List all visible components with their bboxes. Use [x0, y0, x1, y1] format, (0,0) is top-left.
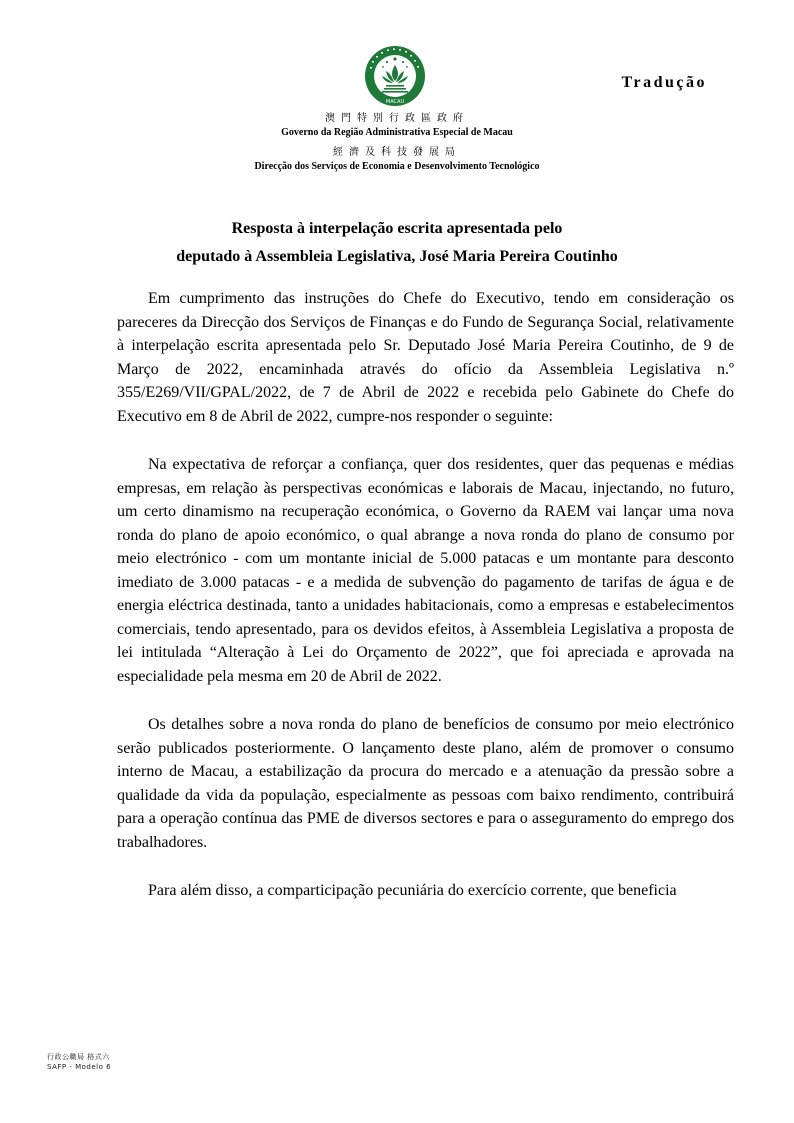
paragraph: Para além disso, a comparticipação pecuniária do exercício corrente, que beneficia: [148, 882, 677, 899]
department-name-pt: Direcção dos Serviços de Economia e Desenvolvimento Tecnológico: [254, 161, 540, 172]
paragraph: Os detalhes sobre a nova ronda do plano de benefícios de consumo por meio electrónico serão publicados posteriormente. O lançamento deste plano, além de promover o consumo interno de Macau, a estabilização da procura do mercado e a atenuação da pressão sobre a qualidade da vida da população, especialmente as pessoas com baixo rendimento, contribuirá para a operação contínua das PME de diversos sectores e para o asseguramento do emprego dos trabalhadores.: [117, 716, 734, 851]
paragraph: Na expectativa de reforçar a confiança, quer dos residentes, quer das pequenas e médias empresas, em relação às perspectivas económicas e laborais de Macau, injectando, no futuro, um certo dinamismo na recuperação económica, o Governo da RAEM vai lançar uma nova ronda do plano de apoio económico, o qual abrange a nova ronda do plano de consumo por meio electrónico - com um montante inicial de 5.000 patacas e um montante para desconto imediato de 3.000 patacas - e a medida de subvenção do pagamento de tarifas de água e de energia eléctrica destinada, tanto a unidades habitacionais, como a empresas e estabelecimentos comerciais, tendo apresentado, para os devidos efeitos, à Assembleia Legislativa a proposta de lei intitulada “Alteração à Lei do Orçamento de 2022”, que foi apreciada e aprovada na especialidade pela mesma em 20 de Abril de 2022.: [117, 456, 734, 685]
emblem-text: MACAU: [385, 99, 405, 105]
title-line-2: deputado à Assembleia Legislativa, José Maria Pereira Coutinho: [176, 248, 618, 265]
government-name-zh: 澳門特別行政區政府: [325, 113, 469, 124]
document-title: [0, 215, 794, 271]
translation-label: Tradução: [621, 74, 707, 91]
document-body: [117, 287, 734, 928]
department-name-zh: 經濟及科技發展局: [333, 147, 461, 158]
title-line-1: Resposta à interpelação escrita apresentada pelo: [231, 220, 563, 237]
government-name-pt: Governo da Região Administrativa Especial de Macau: [281, 127, 513, 138]
footer-line-1: 行政公職局 格式六: [47, 1053, 110, 1061]
footer-line-2: SAFP - Modelo 6: [47, 1063, 112, 1071]
paragraph: Em cumprimento das instruções do Chefe do Executivo, tendo em consideração os pareceres da Direcção dos Serviços de Finanças e do Fundo de Segurança Social, relativamente à interpelação escrita apresentada pelo Sr. Deputado José Maria Pereira Coutinho, de 9 de Março de 2022, encaminhada através do ofício da Assembleia Legislativa n.º 355/E269/VII/GPAL/2022, de 7 de Abril de 2022 e recebida pelo Gabinete do Chefe do Executivo em 8 de Abril de 2022, cumpre-nos responder o seguinte:: [117, 290, 734, 425]
letterhead: [0, 112, 794, 174]
macau-emblem: [364, 45, 426, 107]
form-footer: [47, 1052, 111, 1072]
